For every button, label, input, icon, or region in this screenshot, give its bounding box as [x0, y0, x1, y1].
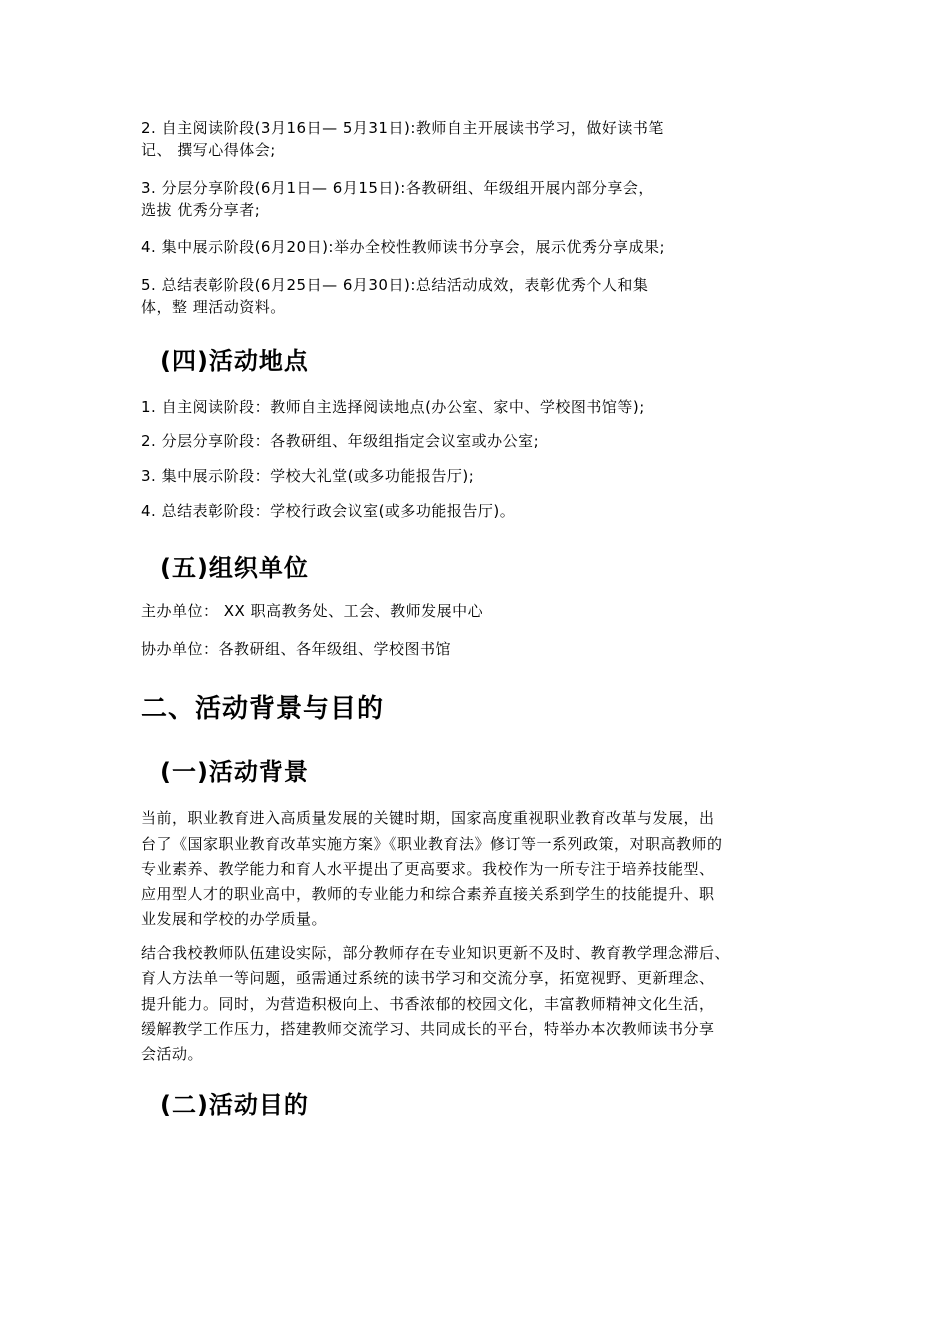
schedule-item-3-line2: 选拔 优秀分享者; — [141, 201, 261, 219]
background-para2-line3: 提升能力。同时，为营造积极向上、书香浓郁的校园文化，丰富教师精神文化生活， — [141, 995, 715, 1013]
chapter-heading-background-purpose: 二、活动背景与目的 — [141, 694, 385, 724]
location-item-2: 2. 分层分享阶段：各教研组、年级组指定会议室或办公室; — [141, 432, 540, 450]
schedule-item-2-line2: 记、 撰写心得体会; — [141, 141, 276, 159]
location-item-4: 4. 总结表彰阶段：学校行政会议室(或多功能报告厅)。 — [141, 502, 516, 520]
background-para2-line1: 结合我校教师队伍建设实际，部分教师存在专业知识更新不及时、教育教学理念滞后、 — [141, 944, 731, 962]
section-heading-background: (一)活动背景 — [160, 758, 309, 786]
section-heading-purpose: (二)活动目的 — [160, 1091, 309, 1119]
background-para1-line4: 应用型人才的职业高中，教师的专业能力和综合素养直接关系到学生的技能提升、职 — [141, 885, 715, 903]
location-item-3: 3. 集中展示阶段：学校大礼堂(或多功能报告厅); — [141, 467, 475, 485]
schedule-item-4-line1: 4. 集中展示阶段(6月20日):举办全校性教师读书分享会，展示优秀分享成果; — [141, 238, 666, 256]
background-para2-line4: 缓解教学工作压力，搭建教师交流学习、共同成长的平台，特举办本次教师读书分享 — [141, 1020, 715, 1038]
background-para2-line5: 会活动。 — [141, 1045, 204, 1063]
background-para1-line2: 台了《国家职业教育改革实施方案》《职业教育法》修订等一系列政策，对职高教师的 — [141, 835, 723, 853]
background-para2-line2: 育人方法单一等问题，亟需通过系统的读书学习和交流分享，拓宽视野、更新理念、 — [141, 969, 715, 987]
background-para1-line5: 业发展和学校的办学质量。 — [141, 910, 328, 928]
co-host-organizer: 协办单位：各教研组、各年级组、学校图书馆 — [141, 640, 452, 658]
host-organizer: 主办单位： XX 职高教务处、工会、教师发展中心 — [141, 602, 484, 620]
location-item-1: 1. 自主阅读阶段：教师自主选择阅读地点(办公室、家中、学校图书馆等); — [141, 398, 645, 416]
schedule-item-5-line2: 体，整 理活动资料。 — [141, 298, 286, 316]
section-heading-organizers: (五)组织单位 — [160, 554, 309, 582]
schedule-item-5-line1: 5. 总结表彰阶段(6月25日— 6月30日):总结活动成效，表彰优秀个人和集 — [141, 276, 649, 294]
background-para1-line1: 当前，职业教育进入高质量发展的关键时期，国家高度重视职业教育改革与发展，出 — [141, 809, 715, 827]
background-para1-line3: 专业素养、教学能力和育人水平提出了更高要求。我校作为一所专注于培养技能型、 — [141, 860, 715, 878]
schedule-item-2-line1: 2. 自主阅读阶段(3月16日— 5月31日):教师自主开展读书学习，做好读书笔 — [141, 119, 664, 137]
section-heading-location: (四)活动地点 — [160, 347, 309, 375]
schedule-item-3-line1: 3. 分层分享阶段(6月1日— 6月15日):各教研组、年级组开展内部分享会， — [141, 179, 654, 197]
